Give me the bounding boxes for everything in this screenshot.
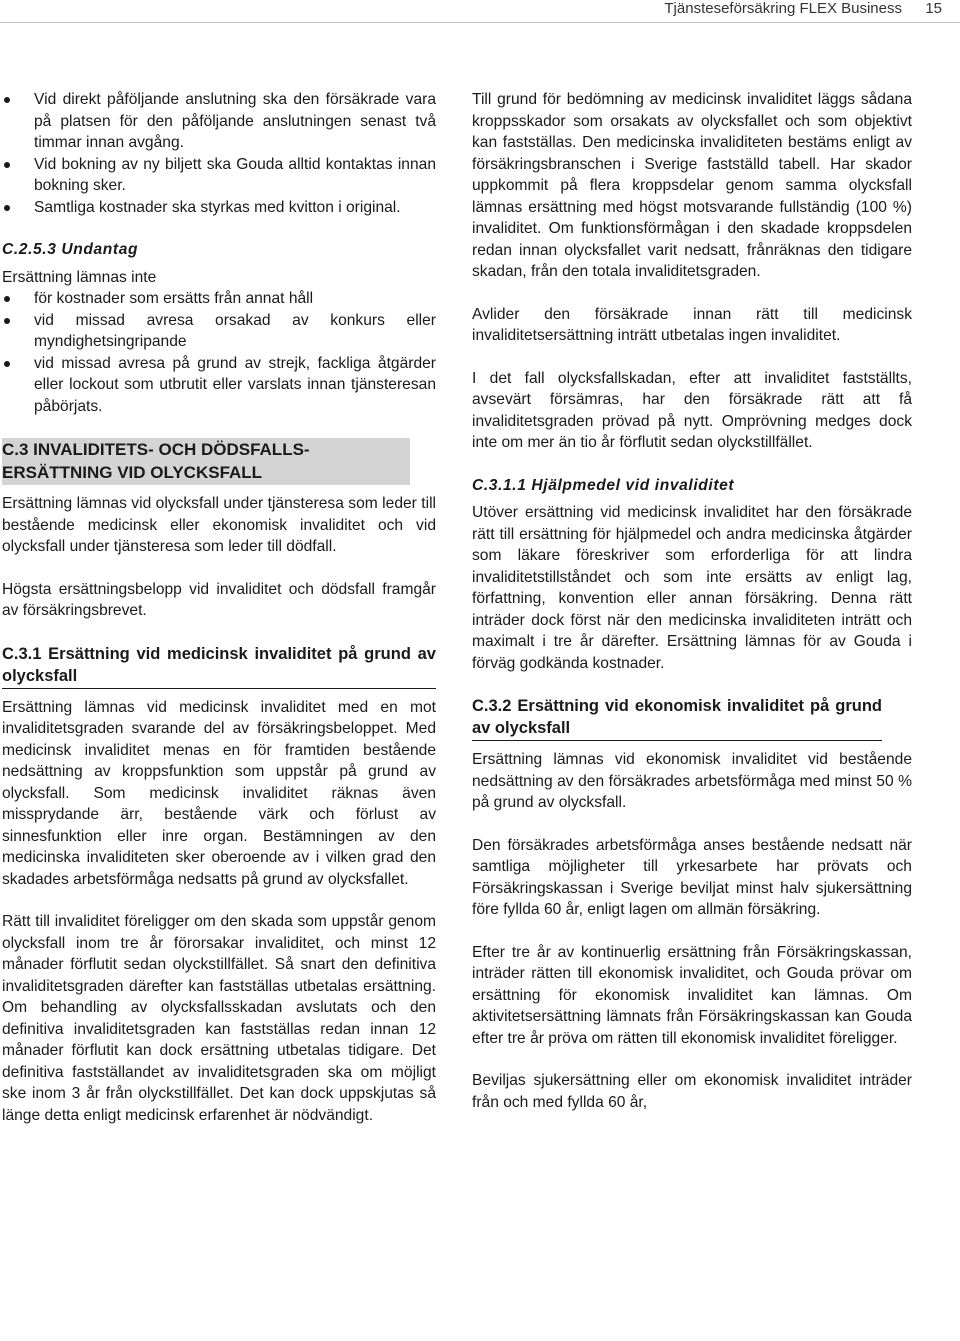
- paragraph: Beviljas sjukersättning eller om ekonomisk invaliditet inträder från och med fyllda 60 år,: [472, 1072, 912, 1111]
- list-item: Vid bokning av ny biljett ska Gouda alltid kontaktas innan bokning sker.: [2, 154, 436, 197]
- section-heading-c32: C.3.2 Ersättning vid ekonomisk invaliditet på grund av olycksfall: [472, 695, 882, 741]
- bullet-icon: [4, 296, 10, 302]
- paragraph: Ersättning lämnas vid ekonomisk invaliditet vid bestående nedsättning av den försäkrades arbetsförmåga med minst 50 % på grund av olycksfall.: [472, 751, 912, 811]
- paragraph: I det fall olycksfallskadan, efter att invaliditet fastställts, avsevärt försämras, har den försäkrade rätt att få invaliditetsgraden prövad på nytt. Omprövning medges dock inte om mer än tio år förflutit sedan olyckstillfället.: [472, 369, 912, 451]
- page-number: 15: [925, 0, 942, 17]
- running-header: [0, 0, 960, 23]
- paragraph: Till grund för bedömning av medicinsk invaliditet läggs sådana kroppsskador som orsakats av olycksfallet och som objektivt kan fastställas. Den medicinska invaliditeten bestäms enligt av försäkringsbranschen i Sverige fastställd tabell. Har skador uppkommit på flera kroppsdelar genom samma olycksfall lämnas ersättning med högst motsvarande fullständig (100 %) invaliditet. Om funktionsförmågan i den skadade kroppsdelen redan innan olycksfallet varit nedsatt, frånräknas den tidigare skadan, från den totala invaliditetsgraden.: [472, 91, 912, 280]
- paragraph: Efter tre år av kontinuerlig ersättning från Försäkringskassan, inträder rätten till ekonomisk invaliditet, och Gouda prövar om ersättning för ekonomisk invaliditet kan lämnas. Om aktivitetsersättning lämnats från Försäkringskassan kan Gouda efter tre år pröva om rätten till ekonomisk invaliditet föreligger.: [472, 943, 912, 1047]
- bullet-list-travel: [2, 89, 436, 218]
- paragraph: Ersättning lämnas vid olycksfall under tjänsteresa som leder till bestående medicinsk eller ekonomisk invaliditet och vid olycksfall under tjänsteresa som leder till dödfall.: [2, 495, 436, 555]
- paragraph: Avlider den försäkrade innan rätt till medicinsk invaliditetsersättning inträtt utbetalas ingen invaliditet.: [472, 305, 912, 344]
- paragraph: Ersättning lämnas inte: [2, 268, 157, 286]
- right-column: [472, 89, 912, 1113]
- bullet-icon: [4, 97, 10, 103]
- section-heading-c3: C.3 INVALIDITETS- OCH DÖDSFALLS- ERSÄTTNING VID OLYCKSFALL: [2, 438, 410, 485]
- bullet-icon: [4, 318, 10, 324]
- list-item: Samtliga kostnader ska styrkas med kvitton i original.: [2, 197, 436, 219]
- list-item: Vid direkt påföljande anslutning ska den försäkrade vara på platsen för den påföljande anslutningen senast två timmar innan avgång.: [2, 89, 436, 154]
- bullet-icon: [4, 361, 10, 367]
- bullet-icon: [4, 162, 10, 168]
- document-title: Tjänsteseförsäkring FLEX Business: [664, 0, 902, 17]
- list-item: för kostnader som ersätts från annat håll: [2, 288, 436, 310]
- section-heading-c31: C.3.1 Ersättning vid medicinsk invaliditet på grund av olycksfall: [2, 643, 436, 689]
- bullet-list-exceptions: [2, 288, 436, 417]
- paragraph: Högsta ersättningsbelopp vid invaliditet och dödsfall framgår av försäkringsbrevet.: [2, 580, 436, 619]
- list-item: vid missad avresa orsakad av konkurs eller myndighetsingripande: [2, 310, 436, 353]
- section-heading-c311: C.3.1.1 Hjälpmedel vid invaliditet: [472, 476, 735, 494]
- paragraph: Rätt till invaliditet föreligger om den skada som uppstår genom olycksfall inom tre år förorsakar invaliditet, och minst 12 månader förflutit sedan olyckstillfället. Så snart den definitiva invaliditetsgraden därefter kan fastställas utbetalas ersättning. Om behandling av olycksfallsskadan avslutats och den definitiva invaliditetsgraden kan fastställas redan innan 12 månader förflutit kan dock ersättning utbetalas tidigare. Det definitiva fastställandet av invaliditetsgraden ska om möjligt ske inom 3 år från olyckstillfället. Det kan dock uppskjutas så länge detta enligt medicinsk erfarenhet är nödvändigt.: [2, 913, 436, 1124]
- paragraph: Den försäkrades arbetsförmåga anses bestående nedsatt när samtliga möjligheter till yrkesarbete har prövats och Försäkringskassan i Sverige beviljat minst halv sjukersättning före fyllda 60 år, enligt lagen om allmän försäkring.: [472, 836, 912, 918]
- list-item: vid missad avresa på grund av strejk, fackliga åtgärder eller lockout som utbrutit eller varslats innan tjänsteresan påbörjats.: [2, 353, 436, 418]
- left-column: [2, 89, 436, 1126]
- bullet-icon: [4, 205, 10, 211]
- section-heading-c253: C.2.5.3 Undantag: [2, 241, 139, 258]
- paragraph: Utöver ersättning vid medicinsk invaliditet har den försäkrade rätt till ersättning för hjälpmedel och andra medicinska åtgärder som läkare föreskriver som erforderliga för att lindra invaliditetstillståndet och som inte ersätts av enligt lag, författning, konvention eller annan försäkring. Denna rätt inträder dock först när den medicinska invaliditeten inträtt och maximalt i tre år därefter. Ersättning lämnas för av Gouda i förväg godkända kostnader.: [472, 504, 912, 672]
- paragraph: Ersättning lämnas vid medicinsk invaliditet med en mot invaliditetsgraden svarande del av försäkringsbeloppet. Med medicinsk invaliditet menas en för framtiden bestående nedsättning av kroppsfunktion som uppstår på grund av olycksfall. Som medicinsk invaliditet räknas även missprydande ärr, bestående värk och förlust av sinnesfunktion eller inre organ. Bestämningen av den medicinska invaliditeten sker oberoende av i vilken grad den skadades arbetsförmåga nedsatts på grund av olycksfallet.: [2, 698, 436, 888]
